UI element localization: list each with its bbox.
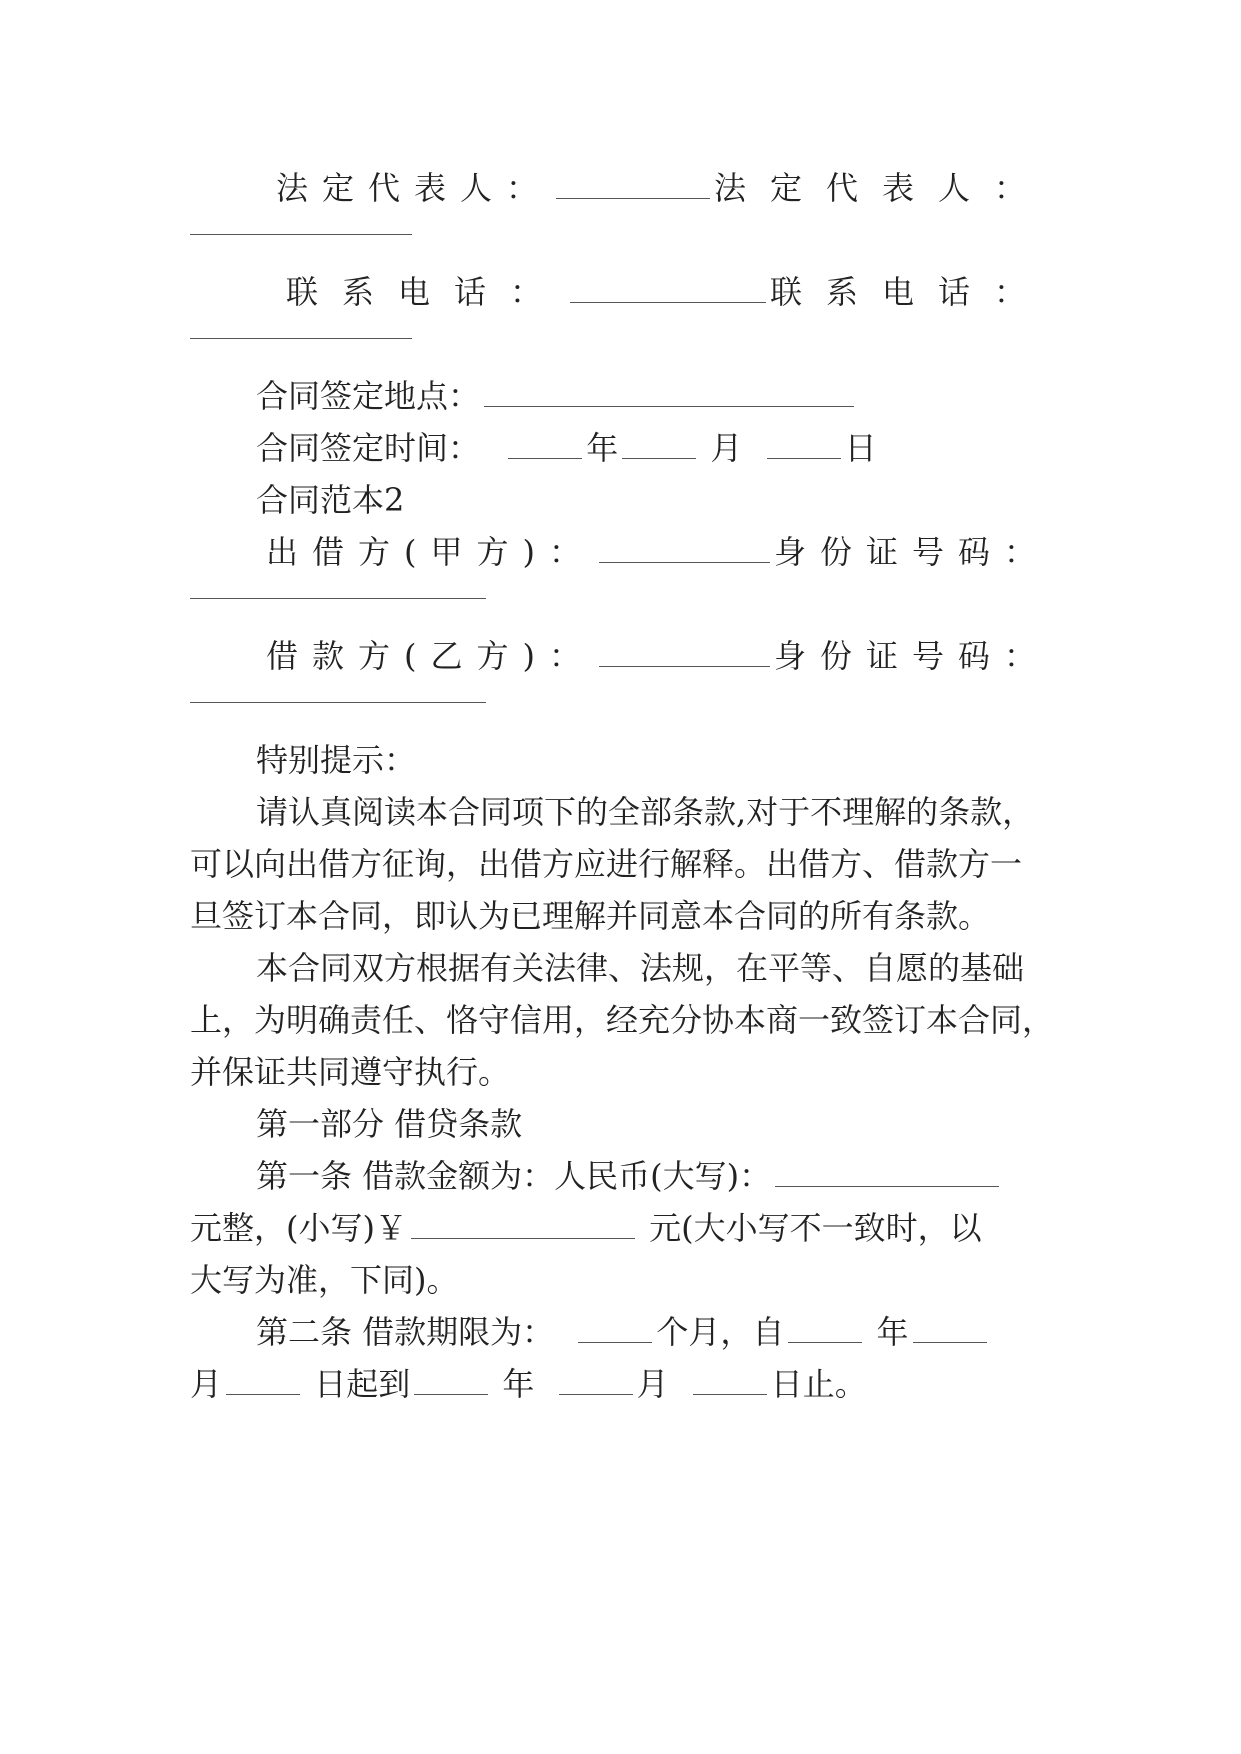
legal-rep-blank-b[interactable] — [190, 204, 412, 235]
notice-p2-line2 — [190, 1000, 1055, 1040]
start-day-blank[interactable] — [226, 1364, 300, 1395]
start-month-blank[interactable] — [913, 1312, 987, 1343]
start-year-blank[interactable] — [788, 1312, 862, 1343]
article2-text: 年 — [876, 1313, 909, 1351]
legal-rep-label-a: 法定代表人： — [276, 169, 553, 207]
legal-rep-blank-a[interactable] — [556, 168, 710, 199]
article2-text: 日止。 — [770, 1365, 867, 1403]
phone-blank-a[interactable] — [570, 272, 766, 303]
notice-p2-text: 本合同双方根据有关法律、法规，在平等、自愿的基础 — [256, 949, 1025, 987]
template-title-row — [190, 480, 1116, 520]
borrower-label: 借款方(乙方)： — [266, 637, 595, 675]
article2-line2 — [190, 1364, 1050, 1404]
borrower-id-label: 身份证号码： — [773, 637, 1050, 675]
phone-blank-b[interactable] — [190, 308, 412, 339]
article1-text: 元整，(小写)￥ — [190, 1209, 407, 1247]
sign-year-blank[interactable] — [508, 428, 582, 459]
lender-id-blank[interactable] — [190, 568, 486, 599]
lender-id-continuation — [190, 568, 1050, 608]
amount-uppercase-blank[interactable] — [775, 1156, 999, 1187]
article2-text: 第二条 借款期限为： — [256, 1313, 555, 1351]
article1-text: 第一条 借款金额为：人民币(大写)： — [256, 1157, 772, 1195]
article2-line1 — [190, 1312, 1116, 1352]
notice-p1-text: 可以向出借方征询，出借方应进行解释。出借方、借款方一 — [190, 845, 1023, 883]
lender-row — [190, 532, 1050, 572]
sign-year-label: 年 — [586, 429, 619, 467]
phone-label-b: 联系电话： — [769, 273, 1050, 311]
phone-row — [190, 272, 1050, 312]
sign-day-label: 日 — [844, 429, 877, 467]
notice-p1-text: 请认真阅读本合同项下的全部条款,对于不理解的条款， — [256, 793, 1035, 831]
template-title: 合同范本2 — [256, 481, 405, 519]
amount-lowercase-blank[interactable] — [411, 1208, 635, 1239]
notice-p1-line1 — [190, 792, 1116, 832]
article1-text: 大写为准，下同)。 — [190, 1261, 459, 1299]
article2-text: 年 — [502, 1365, 535, 1403]
lender-id-label: 身份证号码： — [773, 533, 1050, 571]
lender-label: 出借方(甲方)： — [266, 533, 595, 571]
notice-p2-text: 并保证共同遵守执行。 — [190, 1053, 511, 1091]
article1-line3 — [190, 1260, 1050, 1300]
sign-place-blank[interactable] — [484, 376, 854, 407]
phone-continuation — [190, 308, 1050, 348]
borrower-row — [190, 636, 1050, 676]
end-month-blank[interactable] — [559, 1364, 633, 1395]
article2-text: 月 — [190, 1365, 223, 1403]
notice-title-row — [190, 740, 1116, 780]
notice-p2-line1 — [190, 948, 1116, 988]
notice-p2-text: 上，为明确责任、恪守信用，经充分协本商一致签订本合同， — [190, 1001, 1055, 1039]
legal-rep-label-b: 法定代表人： — [713, 169, 1050, 207]
article1-line1 — [190, 1156, 1116, 1196]
part1-title: 第一部分 借贷条款 — [256, 1105, 523, 1143]
notice-title: 特别提示： — [256, 741, 417, 779]
end-day-blank[interactable] — [693, 1364, 767, 1395]
end-year-blank[interactable] — [414, 1364, 488, 1395]
sign-time-label: 合同签定时间： — [256, 429, 481, 467]
sign-month-label: 月 — [710, 429, 743, 467]
article2-text: 个月，自 — [656, 1313, 785, 1351]
notice-p1-text: 旦签订本合同，即认为已理解并同意本合同的所有条款。 — [190, 897, 991, 935]
legal-rep-row — [190, 168, 1050, 208]
article1-line2 — [190, 1208, 1050, 1248]
sign-month-blank[interactable] — [622, 428, 696, 459]
notice-p1-line2 — [190, 844, 1050, 884]
sign-day-blank[interactable] — [767, 428, 841, 459]
notice-p2-line3 — [190, 1052, 1050, 1092]
article2-text: 日起到 — [314, 1365, 411, 1403]
lender-blank[interactable] — [599, 532, 770, 563]
borrower-id-continuation — [190, 672, 1050, 712]
borrower-id-blank[interactable] — [190, 672, 486, 703]
sign-place-row — [190, 376, 1116, 416]
sign-time-row — [190, 428, 1116, 468]
article1-text: 元(大小写不一致时，以 — [649, 1209, 982, 1247]
term-months-blank[interactable] — [578, 1312, 652, 1343]
legal-rep-continuation — [190, 204, 1050, 244]
part1-title-row — [190, 1104, 1116, 1144]
phone-label-a: 联系电话： — [286, 273, 567, 311]
sign-place-label: 合同签定地点： — [256, 377, 481, 415]
article2-text: 月 — [636, 1365, 669, 1403]
borrower-blank[interactable] — [599, 636, 770, 667]
notice-p1-line3 — [190, 896, 1050, 936]
